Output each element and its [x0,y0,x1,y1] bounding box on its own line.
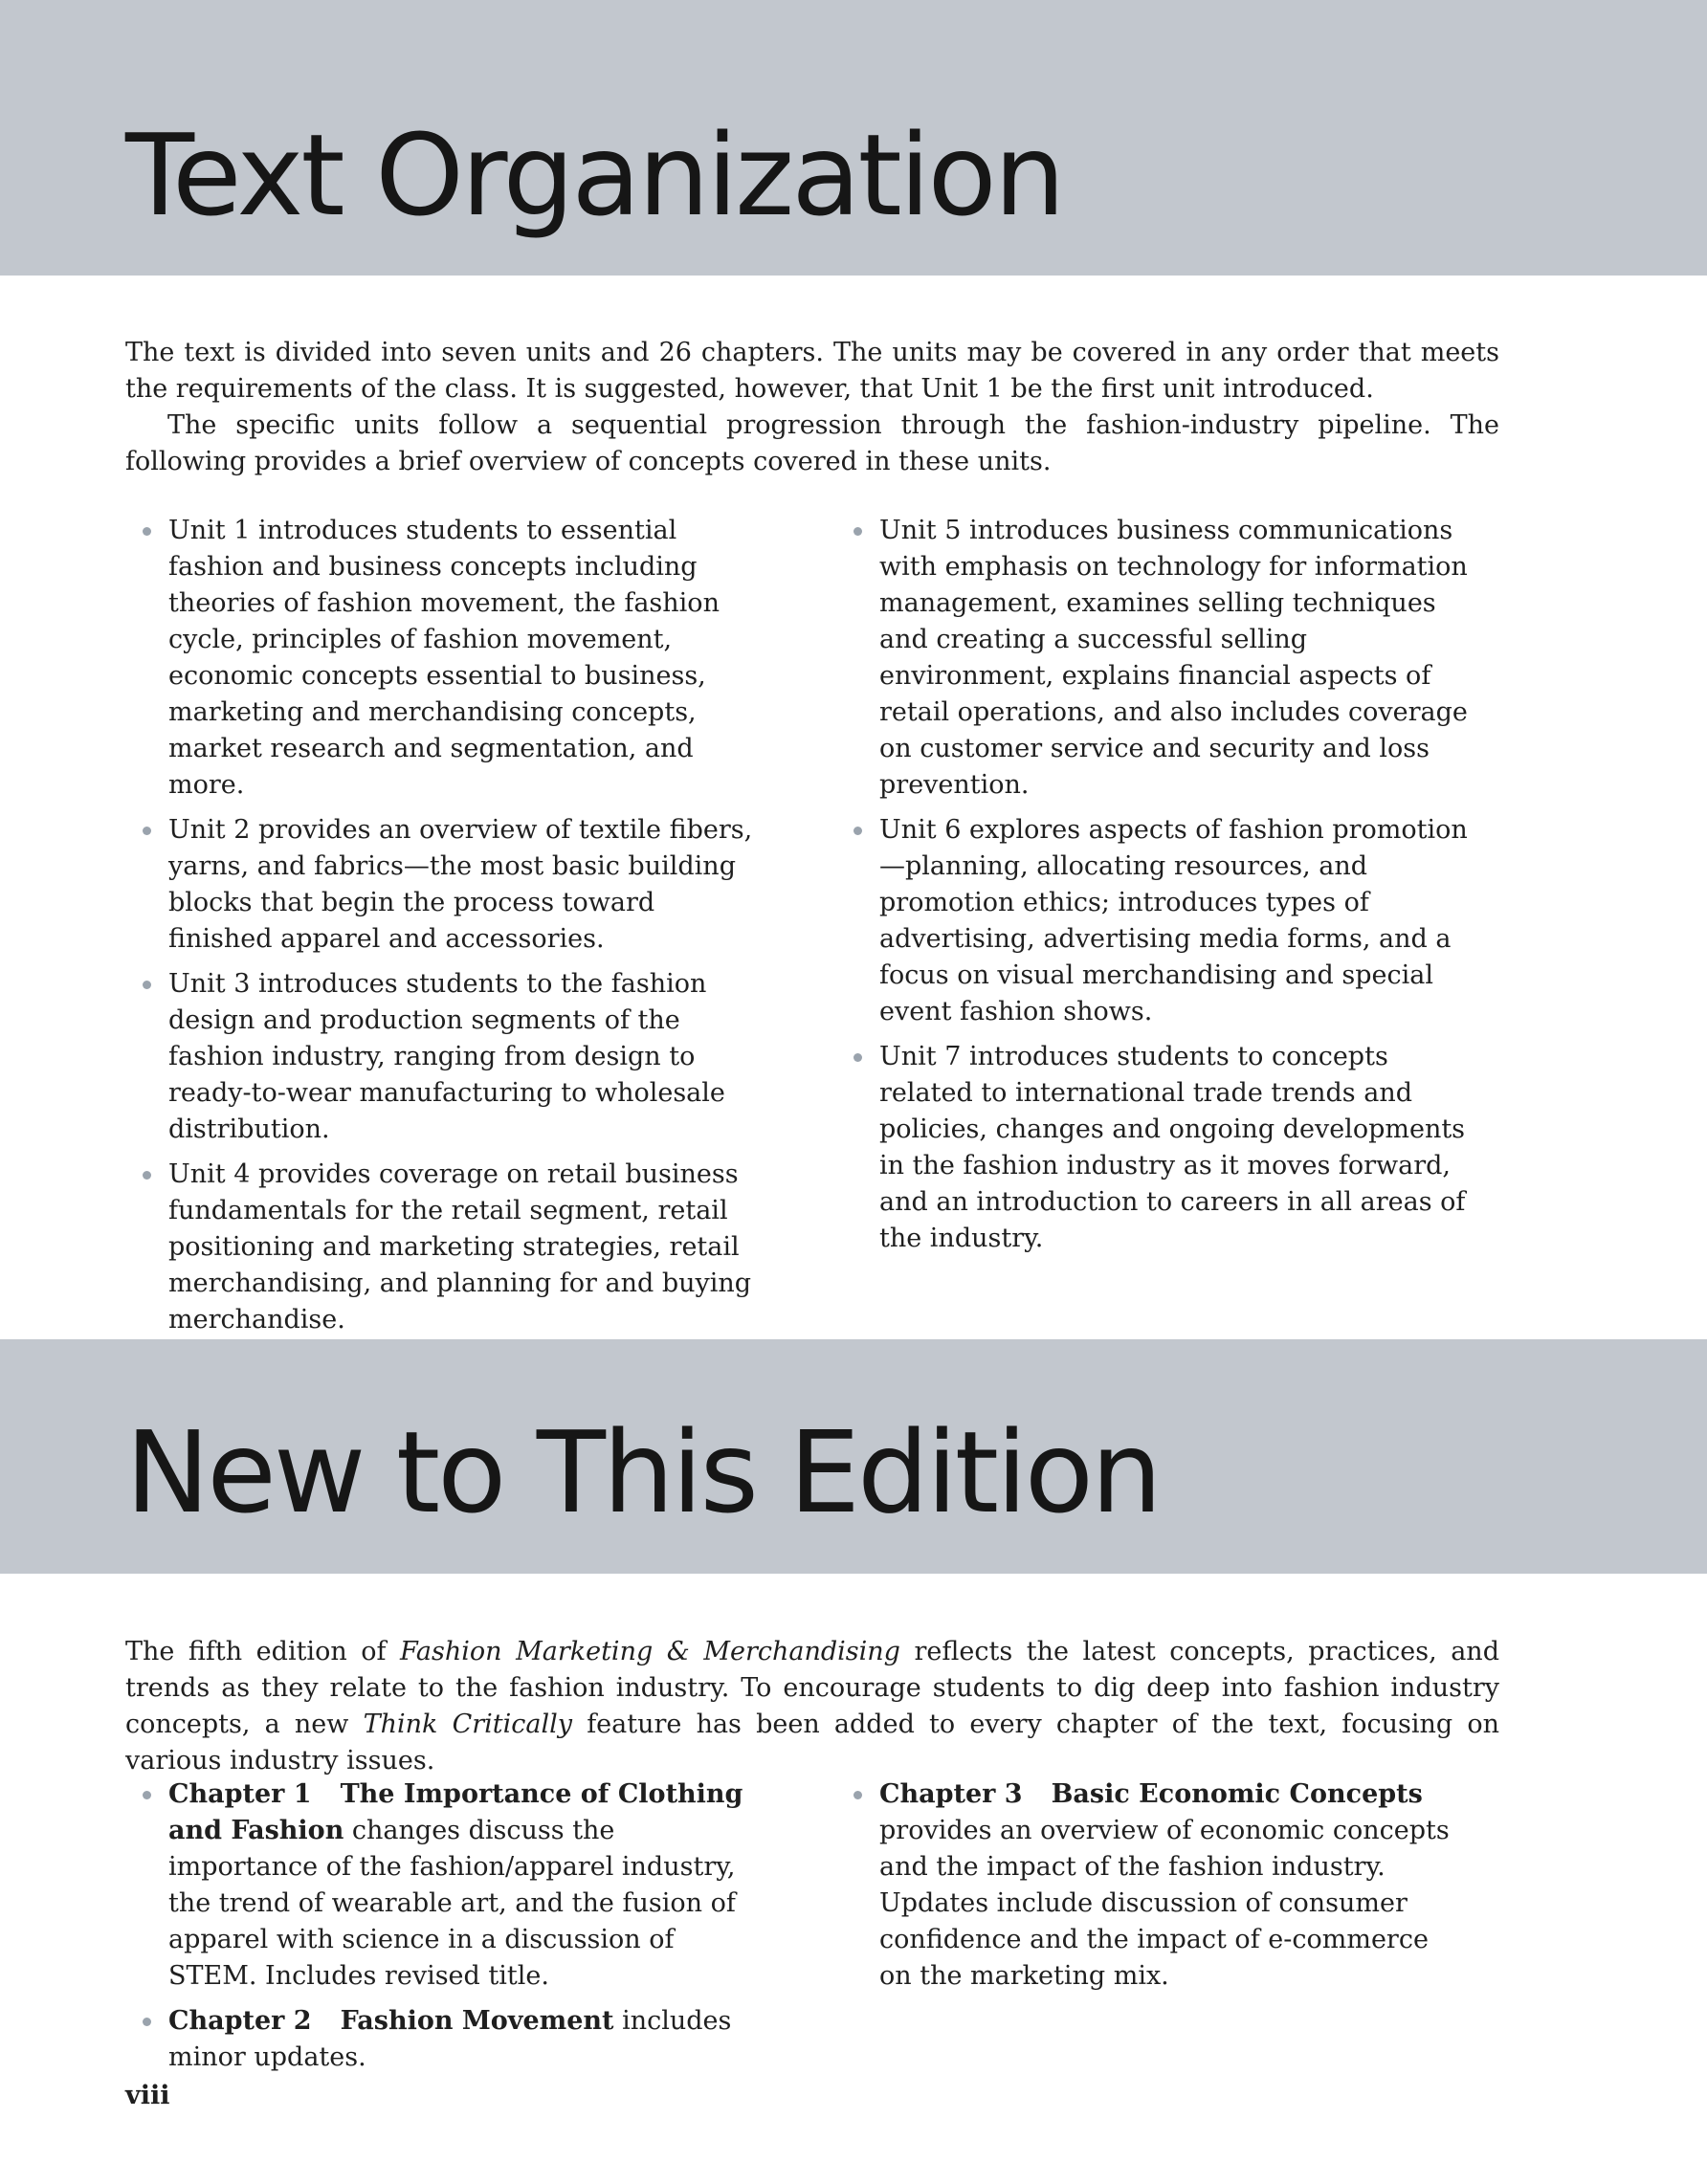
bullet-icon [143,2018,151,2026]
list-item [836,513,1468,804]
chapters-list-left [125,1776,757,2085]
intro-paragraph-2: The specific units follow a sequential progression through the fashion-industry pipeline. The following provides a brief overview of concepts covered in these units. [125,410,1499,476]
unit-text: Unit 1 introduces students to essential fashion and business concepts including theories of fashion movement, the fashion cycle, principles of fashion movement, economic concepts essential to business, marketing and merchandising concepts, market research and segmentation, and more. [168,516,720,800]
units-list-right [836,513,1468,1266]
intro-text: reflects the latest concepts, practices, and trends as they relate to the fashion industry. To encourage students to dig deep into fashion industry concepts, a new [125,1637,1499,1739]
list-item [125,812,757,958]
list-item [125,966,757,1148]
list-item [836,1776,1468,1995]
list-item [125,2003,757,2076]
intro-text: feature has been added to every chapter of the text, focusing on various industry issues. [125,1710,1499,1776]
bullet-icon [143,1791,151,1799]
chapter-title: The Importance of Clothing and Fashion [168,1779,743,1845]
unit-text: Unit 7 introduces students to concepts related to international trade trends and policies, changes and ongoing developments in the fashion industry as it moves forward, and an introduction to careers in all areas of the industry. [879,1042,1466,1253]
feature-name: Think Critically [363,1710,572,1739]
list-item [125,513,757,804]
list-item [125,1776,757,1995]
unit-text: Unit 2 provides an overview of textile fibers, yarns, and fabrics—the most basic building blocks that begin the process toward finished apparel and accessories. [168,815,753,954]
bullet-icon [143,527,151,536]
chapters-list-right [836,1776,1468,2003]
units-list-left [125,513,757,1347]
intro-paragraph-1: The text is divided into seven units and 26 chapters. The units may be covered in any order that meets the requirements of the class. It is suggested, however, that Unit 1 be the first unit introduced. [125,338,1499,404]
list-item [836,812,1468,1030]
list-item [125,1157,757,1338]
bullet-icon [854,1791,862,1799]
chapter-title: Basic Economic Concepts [1051,1779,1423,1809]
intro-text: The fifth edition of [125,1637,401,1666]
book-title: Fashion Marketing & Merchandising [400,1637,900,1666]
page-number: viii [125,2081,170,2110]
unit-text: Unit 5 introduces business communications with emphasis on technology for information management, examines selling techniques and creating a successful selling environment, explains financial aspects of retail operations, and also includes coverage on customer service and security and loss prevention. [879,516,1468,800]
bullet-icon [143,1171,151,1180]
unit-text: Unit 4 provides coverage on retail business fundamentals for the retail segment, retail positioning and marketing strategies, retail merchandising, and planning for and buying merchandise. [168,1159,752,1335]
chapter-number: Chapter 1 [168,1779,312,1809]
unit-text: Unit 3 introduces students to the fashion design and production segments of the fashion industry, ranging from design to ready-to-wear manufacturing to wholesale distribution. [168,969,725,1144]
section-banner-text-organization [0,0,1707,276]
chapter-description: includes minor updates. [168,2006,732,2072]
chapter-description: changes discuss the importance of the fashion/apparel industry, the trend of wearable art, and the fusion of apparel with science in a discussion of STEM. Includes revised title. [168,1816,736,1991]
unit-text: Unit 6 explores aspects of fashion promotion—planning, allocating resources, and promotion ethics; introduces types of advertising, advertising media forms, and a focus on visual merchandising and special event fashion shows. [879,815,1468,1026]
chapter-number: Chapter 3 [879,1779,1023,1809]
bullet-icon [143,981,151,989]
chapter-title: Fashion Movement [340,2006,614,2036]
chapter-number: Chapter 2 [168,2006,312,2036]
section-title: Text Organization [125,109,1063,241]
list-item [836,1039,1468,1257]
bullet-icon [854,1053,862,1062]
new-edition-intro [125,1634,1499,1779]
section-title: New to This Edition [125,1406,1160,1538]
section-banner-new-edition [0,1339,1707,1574]
bullet-icon [143,827,151,835]
bullet-icon [854,527,862,536]
bullet-icon [854,827,862,835]
chapter-description: provides an overview of economic concepts and the impact of the fashion industry. Updates include discussion of consumer confidence and the impact of e-commerce on the marketing mix. [879,1816,1450,1991]
